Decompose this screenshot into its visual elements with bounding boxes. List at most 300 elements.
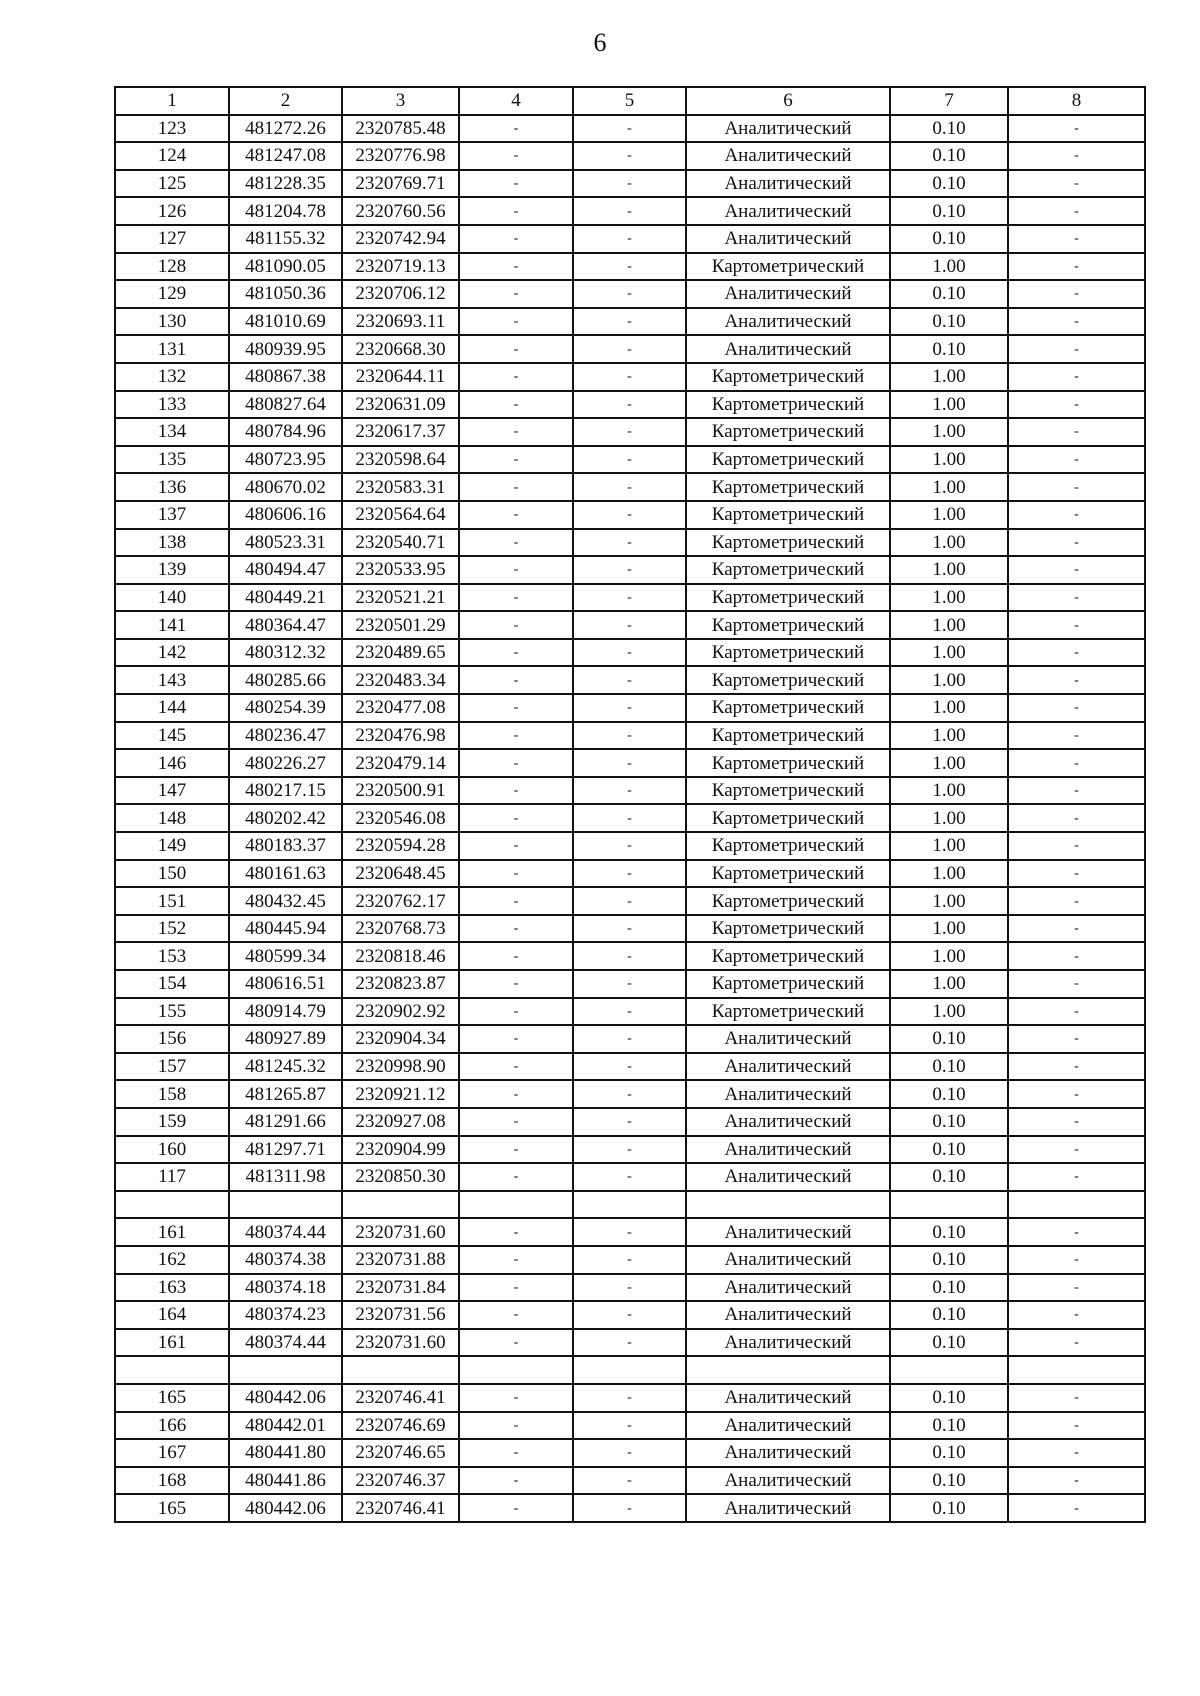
table-cell: - bbox=[459, 970, 573, 998]
table-cell: - bbox=[573, 335, 686, 363]
table-cell: - bbox=[573, 1163, 686, 1191]
table-row bbox=[115, 1494, 1145, 1522]
table-cell: 2320521.21 bbox=[342, 584, 459, 612]
table-cell: 1.00 bbox=[890, 666, 1008, 694]
table-cell: 480723.95 bbox=[229, 446, 342, 474]
table-cell: 480784.96 bbox=[229, 418, 342, 446]
table-cell: - bbox=[573, 115, 686, 143]
table-cell: 480441.86 bbox=[229, 1467, 342, 1495]
table-cell: Аналитический bbox=[686, 280, 890, 308]
table-cell: - bbox=[573, 942, 686, 970]
table-cell: 481247.08 bbox=[229, 142, 342, 170]
table-cell: Картометрический bbox=[686, 777, 890, 805]
table-cell: Аналитический bbox=[686, 197, 890, 225]
table-cell: 480183.37 bbox=[229, 832, 342, 860]
table-cell: Аналитический bbox=[686, 1301, 890, 1329]
table-cell: - bbox=[459, 170, 573, 198]
table-cell: 2320731.60 bbox=[342, 1329, 459, 1357]
header-row bbox=[115, 87, 1145, 115]
table-row bbox=[115, 1246, 1145, 1274]
table-cell: 124 bbox=[115, 142, 229, 170]
table-cell: 1.00 bbox=[890, 694, 1008, 722]
table-cell: 161 bbox=[115, 1218, 229, 1246]
table-cell: 1.00 bbox=[890, 253, 1008, 281]
table-row bbox=[115, 308, 1145, 336]
table-cell: - bbox=[573, 1439, 686, 1467]
table-cell: - bbox=[1008, 998, 1145, 1026]
table-row bbox=[115, 556, 1145, 584]
table-cell: - bbox=[1008, 556, 1145, 584]
table-cell: - bbox=[459, 197, 573, 225]
table-cell: 2320785.48 bbox=[342, 115, 459, 143]
table-cell: 144 bbox=[115, 694, 229, 722]
table-cell: 2320904.99 bbox=[342, 1136, 459, 1164]
table-cell: - bbox=[1008, 915, 1145, 943]
table-cell: - bbox=[459, 501, 573, 529]
table-cell: - bbox=[573, 887, 686, 915]
table-cell: 139 bbox=[115, 556, 229, 584]
table-cell: 480161.63 bbox=[229, 860, 342, 888]
table-cell: 148 bbox=[115, 804, 229, 832]
table-cell: 1.00 bbox=[890, 998, 1008, 1026]
table-cell bbox=[890, 1356, 1008, 1384]
table-cell: Картометрический bbox=[686, 998, 890, 1026]
table-cell: Аналитический bbox=[686, 1053, 890, 1081]
table-cell: - bbox=[573, 1108, 686, 1136]
column-header: 3 bbox=[342, 87, 459, 115]
table-cell: 156 bbox=[115, 1025, 229, 1053]
table-cell: 2320731.88 bbox=[342, 1246, 459, 1274]
table-cell: - bbox=[1008, 1439, 1145, 1467]
table-cell: - bbox=[459, 418, 573, 446]
coordinates-table bbox=[114, 86, 1146, 1523]
table-cell: Аналитический bbox=[686, 1412, 890, 1440]
table-cell: - bbox=[459, 1108, 573, 1136]
table-cell: 481245.32 bbox=[229, 1053, 342, 1081]
table-cell: 480432.45 bbox=[229, 887, 342, 915]
table-cell: 134 bbox=[115, 418, 229, 446]
table-cell: 0.10 bbox=[890, 1384, 1008, 1412]
table-cell: 480374.44 bbox=[229, 1218, 342, 1246]
table-cell: - bbox=[573, 418, 686, 446]
table-cell: - bbox=[573, 363, 686, 391]
table-cell: 480374.38 bbox=[229, 1246, 342, 1274]
table-cell: - bbox=[1008, 446, 1145, 474]
table-cell: 2320693.11 bbox=[342, 308, 459, 336]
table-cell: 117 bbox=[115, 1163, 229, 1191]
table-cell: Аналитический bbox=[686, 1080, 890, 1108]
table-row bbox=[115, 1439, 1145, 1467]
table-cell: Картометрический bbox=[686, 915, 890, 943]
table-cell: - bbox=[573, 1053, 686, 1081]
table-cell: 480939.95 bbox=[229, 335, 342, 363]
table-cell: 481297.71 bbox=[229, 1136, 342, 1164]
table-cell: - bbox=[573, 749, 686, 777]
table-cell: 480445.94 bbox=[229, 915, 342, 943]
table-cell: - bbox=[573, 1274, 686, 1302]
table-cell: 2320583.31 bbox=[342, 473, 459, 501]
table-cell: - bbox=[459, 446, 573, 474]
table-cell: 2320489.65 bbox=[342, 639, 459, 667]
table-cell: 1.00 bbox=[890, 887, 1008, 915]
table-row bbox=[115, 1053, 1145, 1081]
table-cell: Картометрический bbox=[686, 639, 890, 667]
table-cell: 480670.02 bbox=[229, 473, 342, 501]
table-cell: 1.00 bbox=[890, 942, 1008, 970]
table-cell: 165 bbox=[115, 1494, 229, 1522]
table-cell: 0.10 bbox=[890, 1053, 1008, 1081]
table-cell: - bbox=[459, 942, 573, 970]
table-cell: Картометрический bbox=[686, 832, 890, 860]
table-cell: 480494.47 bbox=[229, 556, 342, 584]
table-cell: 480867.38 bbox=[229, 363, 342, 391]
table-cell: - bbox=[1008, 1136, 1145, 1164]
table-cell: 480374.44 bbox=[229, 1329, 342, 1357]
table-cell: - bbox=[573, 1136, 686, 1164]
table-cell: - bbox=[1008, 225, 1145, 253]
table-cell: 168 bbox=[115, 1467, 229, 1495]
table-cell: 481204.78 bbox=[229, 197, 342, 225]
table-cell: - bbox=[459, 363, 573, 391]
table-cell: 2320479.14 bbox=[342, 749, 459, 777]
table-cell: - bbox=[459, 749, 573, 777]
table-cell: - bbox=[1008, 942, 1145, 970]
table-cell: Картометрический bbox=[686, 529, 890, 557]
table-cell: - bbox=[459, 1412, 573, 1440]
table-cell bbox=[573, 1356, 686, 1384]
table-cell: 2320598.64 bbox=[342, 446, 459, 474]
table-cell: - bbox=[459, 832, 573, 860]
table-cell: 1.00 bbox=[890, 832, 1008, 860]
table-cell: 142 bbox=[115, 639, 229, 667]
table-cell: 155 bbox=[115, 998, 229, 1026]
table-cell: Картометрический bbox=[686, 418, 890, 446]
table-cell: 2320746.37 bbox=[342, 1467, 459, 1495]
table-cell: 0.10 bbox=[890, 1439, 1008, 1467]
table-cell: 481090.05 bbox=[229, 253, 342, 281]
table-cell: - bbox=[573, 391, 686, 419]
table-cell: 164 bbox=[115, 1301, 229, 1329]
table-cell: - bbox=[459, 115, 573, 143]
table-cell: - bbox=[459, 860, 573, 888]
table-cell: - bbox=[459, 308, 573, 336]
table-cell: 167 bbox=[115, 1439, 229, 1467]
table-cell: - bbox=[1008, 722, 1145, 750]
table-row bbox=[115, 142, 1145, 170]
column-header: 5 bbox=[573, 87, 686, 115]
table-cell: - bbox=[1008, 611, 1145, 639]
table-cell: - bbox=[459, 335, 573, 363]
table-row bbox=[115, 115, 1145, 143]
table-cell: - bbox=[1008, 170, 1145, 198]
table-row bbox=[115, 804, 1145, 832]
table-cell: - bbox=[1008, 1274, 1145, 1302]
table-cell: Аналитический bbox=[686, 1246, 890, 1274]
table-cell: 480442.01 bbox=[229, 1412, 342, 1440]
table-cell: 480364.47 bbox=[229, 611, 342, 639]
table-cell: 159 bbox=[115, 1108, 229, 1136]
table-cell: - bbox=[1008, 970, 1145, 998]
table-cell: 2320927.08 bbox=[342, 1108, 459, 1136]
table-cell: 480374.18 bbox=[229, 1274, 342, 1302]
column-header: 8 bbox=[1008, 87, 1145, 115]
table-cell: 481311.98 bbox=[229, 1163, 342, 1191]
table-cell: Аналитический bbox=[686, 115, 890, 143]
table-cell: 481265.87 bbox=[229, 1080, 342, 1108]
table-cell: Аналитический bbox=[686, 170, 890, 198]
table-cell: 2320476.98 bbox=[342, 722, 459, 750]
table-cell: 481050.36 bbox=[229, 280, 342, 308]
table-row bbox=[115, 1384, 1145, 1412]
table-cell: 1.00 bbox=[890, 860, 1008, 888]
table-cell: - bbox=[459, 1053, 573, 1081]
table-cell: 1.00 bbox=[890, 473, 1008, 501]
table-cell: - bbox=[573, 777, 686, 805]
table-cell bbox=[229, 1191, 342, 1219]
table-cell: 481155.32 bbox=[229, 225, 342, 253]
table-cell: - bbox=[459, 1163, 573, 1191]
table-cell: 1.00 bbox=[890, 446, 1008, 474]
table-cell bbox=[459, 1356, 573, 1384]
table-cell: 480827.64 bbox=[229, 391, 342, 419]
table-cell: 2320850.30 bbox=[342, 1163, 459, 1191]
table-cell: 1.00 bbox=[890, 749, 1008, 777]
table-cell: 128 bbox=[115, 253, 229, 281]
table-cell: Картометрический bbox=[686, 363, 890, 391]
table-cell: 2320742.94 bbox=[342, 225, 459, 253]
table-cell: 1.00 bbox=[890, 391, 1008, 419]
table-cell: - bbox=[459, 1136, 573, 1164]
table-row bbox=[115, 666, 1145, 694]
table-cell: 157 bbox=[115, 1053, 229, 1081]
table-row bbox=[115, 225, 1145, 253]
table-cell: - bbox=[459, 804, 573, 832]
table-cell: 130 bbox=[115, 308, 229, 336]
table-cell: 149 bbox=[115, 832, 229, 860]
table-cell: - bbox=[459, 280, 573, 308]
table-cell: 2320477.08 bbox=[342, 694, 459, 722]
table-cell: 1.00 bbox=[890, 804, 1008, 832]
table-row bbox=[115, 887, 1145, 915]
table-cell: - bbox=[573, 1494, 686, 1522]
table-cell: 0.10 bbox=[890, 1494, 1008, 1522]
table-cell: Аналитический bbox=[686, 1329, 890, 1357]
table-row bbox=[115, 860, 1145, 888]
table-cell: 2320902.92 bbox=[342, 998, 459, 1026]
table-cell: 481272.26 bbox=[229, 115, 342, 143]
table-cell: 127 bbox=[115, 225, 229, 253]
table-cell: Картометрический bbox=[686, 749, 890, 777]
table-cell: 0.10 bbox=[890, 1412, 1008, 1440]
table-cell: 147 bbox=[115, 777, 229, 805]
table-cell: Аналитический bbox=[686, 225, 890, 253]
table-cell: 2320769.71 bbox=[342, 170, 459, 198]
table-cell: 143 bbox=[115, 666, 229, 694]
table-row bbox=[115, 1356, 1145, 1384]
table-cell: 137 bbox=[115, 501, 229, 529]
table-cell: Картометрический bbox=[686, 860, 890, 888]
table-cell: 0.10 bbox=[890, 1301, 1008, 1329]
table-cell: 481010.69 bbox=[229, 308, 342, 336]
table-cell: 131 bbox=[115, 335, 229, 363]
table-cell: 1.00 bbox=[890, 915, 1008, 943]
table-cell: - bbox=[459, 1080, 573, 1108]
table-row bbox=[115, 529, 1145, 557]
table-cell: - bbox=[573, 1218, 686, 1246]
table-cell: 0.10 bbox=[890, 1136, 1008, 1164]
table-cell: - bbox=[459, 1301, 573, 1329]
table-cell: 480202.42 bbox=[229, 804, 342, 832]
table-cell: 153 bbox=[115, 942, 229, 970]
table-cell: Картометрический bbox=[686, 804, 890, 832]
table-cell: 2320776.98 bbox=[342, 142, 459, 170]
table-cell bbox=[890, 1191, 1008, 1219]
table-cell: Аналитический bbox=[686, 1494, 890, 1522]
table-cell: - bbox=[573, 860, 686, 888]
table-cell: 140 bbox=[115, 584, 229, 612]
table-cell: - bbox=[459, 1218, 573, 1246]
table-cell bbox=[1008, 1356, 1145, 1384]
table-cell: - bbox=[573, 280, 686, 308]
table-cell: - bbox=[459, 887, 573, 915]
table-cell: - bbox=[573, 225, 686, 253]
table-row bbox=[115, 1467, 1145, 1495]
table-cell: 2320501.29 bbox=[342, 611, 459, 639]
table-cell: Аналитический bbox=[686, 1108, 890, 1136]
table-row bbox=[115, 418, 1145, 446]
table-cell: 135 bbox=[115, 446, 229, 474]
table-cell: 2320631.09 bbox=[342, 391, 459, 419]
table-cell: 1.00 bbox=[890, 501, 1008, 529]
table-cell: - bbox=[573, 694, 686, 722]
column-header: 6 bbox=[686, 87, 890, 115]
table-cell: 480217.15 bbox=[229, 777, 342, 805]
table-row bbox=[115, 1218, 1145, 1246]
table-cell bbox=[1008, 1191, 1145, 1219]
table-cell: 2320921.12 bbox=[342, 1080, 459, 1108]
table-cell: - bbox=[1008, 1412, 1145, 1440]
table-cell: - bbox=[1008, 1163, 1145, 1191]
table-cell: 2320644.11 bbox=[342, 363, 459, 391]
table-cell: 480441.80 bbox=[229, 1439, 342, 1467]
table-cell: 480616.51 bbox=[229, 970, 342, 998]
table-cell: 2320500.91 bbox=[342, 777, 459, 805]
table-cell: 480606.16 bbox=[229, 501, 342, 529]
table-cell: - bbox=[459, 694, 573, 722]
table-row bbox=[115, 446, 1145, 474]
table-cell: Аналитический bbox=[686, 1439, 890, 1467]
table-cell: 2320760.56 bbox=[342, 197, 459, 225]
table-cell: 0.10 bbox=[890, 197, 1008, 225]
table-row bbox=[115, 584, 1145, 612]
table-cell: 1.00 bbox=[890, 970, 1008, 998]
table-cell: 132 bbox=[115, 363, 229, 391]
table-row bbox=[115, 694, 1145, 722]
column-header: 2 bbox=[229, 87, 342, 115]
table-cell: 480285.66 bbox=[229, 666, 342, 694]
table-cell bbox=[342, 1356, 459, 1384]
table-row bbox=[115, 363, 1145, 391]
table-cell: - bbox=[573, 1080, 686, 1108]
table-cell: 0.10 bbox=[890, 1218, 1008, 1246]
table-cell: - bbox=[1008, 584, 1145, 612]
table-cell: - bbox=[459, 391, 573, 419]
table-row bbox=[115, 1025, 1145, 1053]
table-cell: Картометрический bbox=[686, 970, 890, 998]
table-cell: - bbox=[1008, 1494, 1145, 1522]
table-cell: Картометрический bbox=[686, 556, 890, 584]
table-cell: Аналитический bbox=[686, 1467, 890, 1495]
table-cell: Аналитический bbox=[686, 142, 890, 170]
table-cell: 2320746.69 bbox=[342, 1412, 459, 1440]
table-cell: - bbox=[1008, 1108, 1145, 1136]
table-cell: - bbox=[573, 556, 686, 584]
table-cell: - bbox=[459, 722, 573, 750]
table-row bbox=[115, 280, 1145, 308]
table-cell: - bbox=[1008, 1384, 1145, 1412]
table-cell: 0.10 bbox=[890, 1025, 1008, 1053]
table-row bbox=[115, 915, 1145, 943]
table-row bbox=[115, 639, 1145, 667]
table-cell: Аналитический bbox=[686, 308, 890, 336]
table-cell: Аналитический bbox=[686, 1025, 890, 1053]
table-cell: - bbox=[1008, 253, 1145, 281]
table-cell: - bbox=[1008, 1467, 1145, 1495]
table-cell: - bbox=[459, 1329, 573, 1357]
table-cell: 2320594.28 bbox=[342, 832, 459, 860]
table-cell: 0.10 bbox=[890, 1163, 1008, 1191]
table-cell: - bbox=[573, 915, 686, 943]
table-cell: Картометрический bbox=[686, 722, 890, 750]
table-cell: - bbox=[1008, 1301, 1145, 1329]
table-cell: 0.10 bbox=[890, 308, 1008, 336]
table-cell: 2320483.34 bbox=[342, 666, 459, 694]
table-row bbox=[115, 1163, 1145, 1191]
table-cell bbox=[342, 1191, 459, 1219]
table-cell: Картометрический bbox=[686, 611, 890, 639]
table-cell: 480226.27 bbox=[229, 749, 342, 777]
table-cell: - bbox=[1008, 1025, 1145, 1053]
table-cell: - bbox=[573, 1412, 686, 1440]
table-cell: 480254.39 bbox=[229, 694, 342, 722]
table-cell: 154 bbox=[115, 970, 229, 998]
table-cell: - bbox=[1008, 749, 1145, 777]
table-cell: Картометрический bbox=[686, 501, 890, 529]
table-row bbox=[115, 998, 1145, 1026]
table-cell: 2320768.73 bbox=[342, 915, 459, 943]
table-cell: - bbox=[1008, 363, 1145, 391]
table-row bbox=[115, 1412, 1145, 1440]
table-cell: 2320998.90 bbox=[342, 1053, 459, 1081]
table-cell: - bbox=[573, 142, 686, 170]
table-row bbox=[115, 1136, 1145, 1164]
table-cell: - bbox=[573, 804, 686, 832]
table-cell: 1.00 bbox=[890, 418, 1008, 446]
table-cell: 166 bbox=[115, 1412, 229, 1440]
table-cell: - bbox=[459, 529, 573, 557]
table-cell: - bbox=[1008, 308, 1145, 336]
table-cell: - bbox=[1008, 777, 1145, 805]
table-cell: 0.10 bbox=[890, 1246, 1008, 1274]
table-cell: 2320746.41 bbox=[342, 1494, 459, 1522]
table-row bbox=[115, 1274, 1145, 1302]
table-cell: - bbox=[1008, 887, 1145, 915]
table-cell: - bbox=[459, 639, 573, 667]
table-cell: - bbox=[459, 1246, 573, 1274]
table-cell: 1.00 bbox=[890, 722, 1008, 750]
table-cell: 2320648.45 bbox=[342, 860, 459, 888]
table-cell: 0.10 bbox=[890, 335, 1008, 363]
